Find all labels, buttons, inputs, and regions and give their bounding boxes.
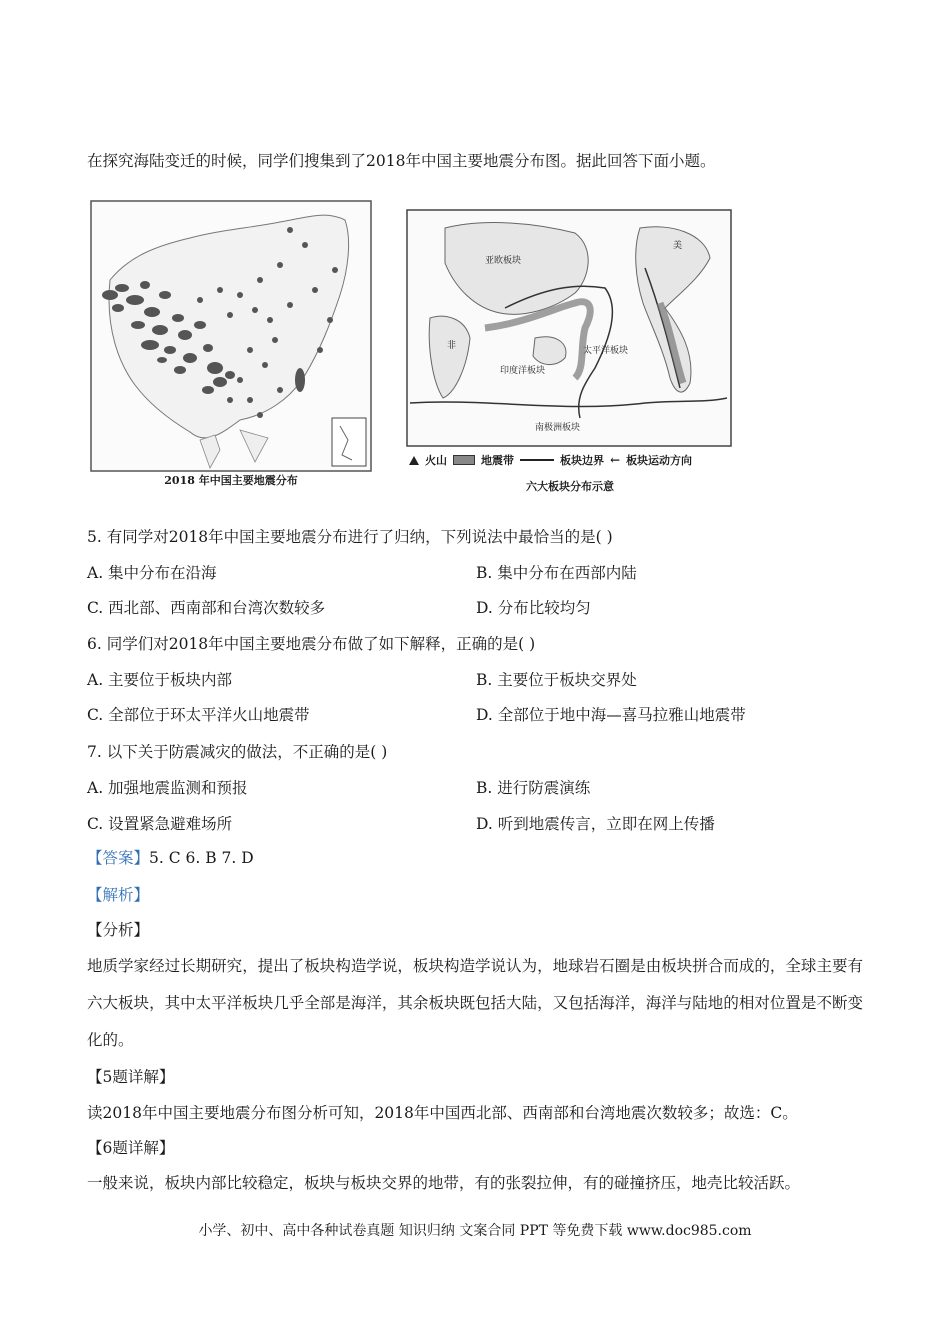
q5-detail-label: 【5题详解】 [87, 1068, 175, 1086]
plate-distribution-map [405, 208, 735, 498]
q6-option-b: B. 主要位于板块交界处 [476, 671, 637, 689]
page-footer: 小学、初中、高中各种试卷真题 知识归纳 文案合同 PPT 等免费下载 www.doc985.com [198, 1223, 752, 1239]
q5-option-b: B. 集中分布在西部内陆 [476, 564, 637, 582]
china-earthquake-map [90, 200, 372, 490]
q6-option-a: A. 主要位于板块内部 [87, 671, 233, 689]
fenxi-label: 【分析】 [87, 921, 150, 939]
china-map-graphic [90, 200, 372, 490]
q5-option-d: D. 分布比较均匀 [476, 599, 591, 617]
plate-motion-arrow-icon: ← [610, 453, 621, 467]
q6-option-d: D. 全部位于地中海—喜马拉雅山地震带 [476, 706, 746, 724]
plate-map-legend [409, 452, 692, 468]
plate-map-caption: 六大板块分布示意 [526, 480, 614, 493]
question-5-stem: 5. 有同学对2018年中国主要地震分布进行了归纳，下列说法中最恰当的是( ) [87, 528, 613, 546]
intro-text: 在探究海陆变迁的时候，同学们搜集到了2018年中国主要地震分布图。据此回答下面小题。 [87, 152, 716, 170]
q7-option-d: D. 听到地震传言，立即在网上传播 [476, 815, 715, 833]
q7-option-c: C. 设置紧急避难场所 [87, 815, 233, 833]
china-map-caption: 2018 年中国主要地震分布 [164, 474, 298, 487]
analysis-label: 【解析】 [87, 886, 150, 904]
svg-text:美: 美 [673, 241, 683, 251]
q5-detail-text: 读2018年中国主要地震分布图分析可知，2018年中国西北部、西南部和台湾地震次数较多；故选：C。 [87, 1104, 798, 1122]
q6-detail-text: 一般来说，板块内部比较稳定，板块与板块交界的地带，有的张裂拉伸，有的碰撞挤压，地壳比较活跃。 [87, 1174, 801, 1192]
legend-plate-boundary: 板块边界 [560, 454, 604, 467]
q6-detail-label: 【6题详解】 [87, 1139, 175, 1157]
svg-text:太平洋板块: 太平洋板块 [583, 346, 629, 356]
q5-option-a: A. 集中分布在沿海 [87, 564, 217, 582]
q6-option-c: C. 全部位于环太平洋火山地震带 [87, 706, 310, 724]
svg-text:南极洲板块: 南极洲板块 [535, 423, 581, 433]
svg-text:亚欧板块: 亚欧板块 [485, 256, 522, 266]
q7-option-b: B. 进行防震演练 [476, 779, 591, 797]
plate-map-graphic [405, 208, 735, 448]
answer-value: 5. C 6. B 7. D [149, 849, 254, 867]
legend-seismic-belt: 地震带 [481, 454, 514, 467]
volcano-icon [409, 456, 419, 465]
fenxi-paragraph: 地质学家经过长期研究，提出了板块构造学说，板块构造学说认为，地球岩石圈是由板块拼合而成的，全球主要有六大板块，其中太平洋板块几乎全部是海洋，其余板块既包括大陆，又包括海洋，海洋与陆地的相对位置是不断变化的。 [87, 957, 863, 1049]
q5-option-c: C. 西北部、西南部和台湾次数较多 [87, 599, 326, 617]
seismic-belt-icon [453, 455, 475, 465]
legend-volcano: 火山 [425, 454, 447, 467]
q7-option-a: A. 加强地震监测和预报 [87, 779, 248, 797]
question-7-stem: 7. 以下关于防震减灾的做法，不正确的是( ) [87, 743, 388, 761]
question-6-stem: 6. 同学们对2018年中国主要地震分布做了如下解释，正确的是( ) [87, 635, 536, 653]
legend-plate-motion: 板块运动方向 [626, 454, 693, 467]
svg-text:非: 非 [447, 341, 457, 351]
svg-text:印度洋板块: 印度洋板块 [500, 366, 546, 376]
answer-label: 【答案】 [87, 849, 150, 867]
answer-line [87, 847, 254, 869]
plate-boundary-icon [520, 459, 554, 461]
